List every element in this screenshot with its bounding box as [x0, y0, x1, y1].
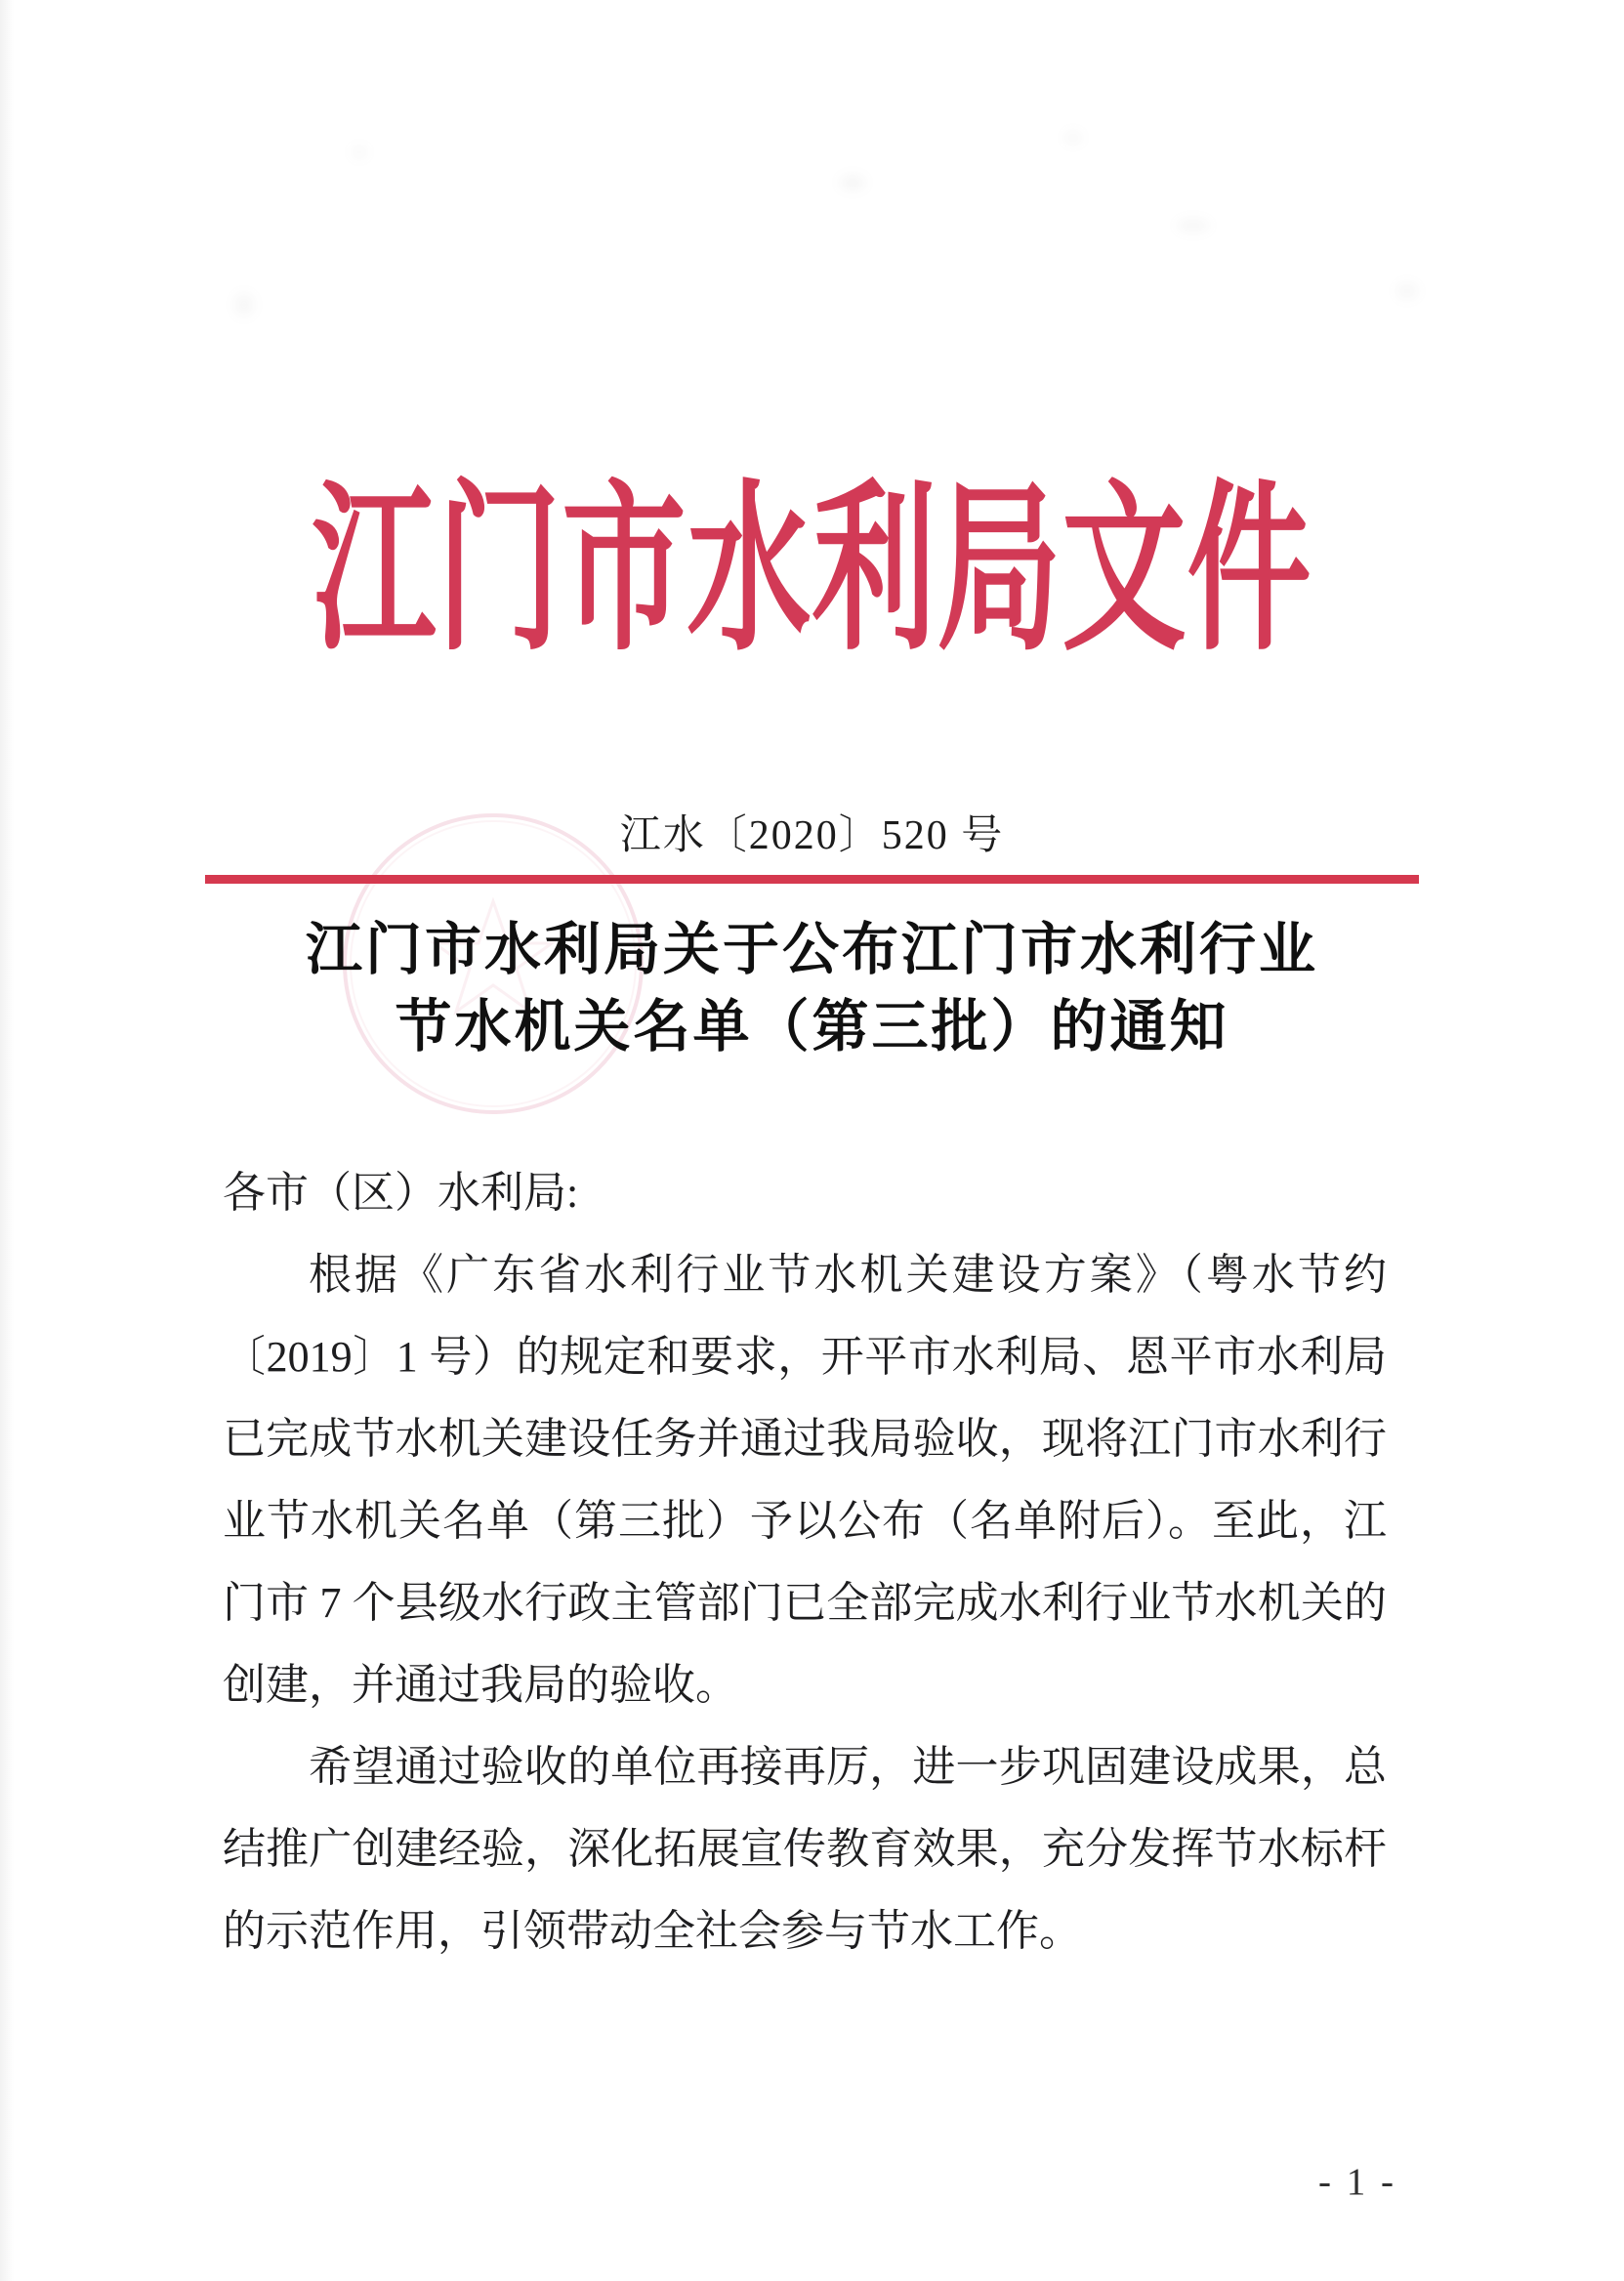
page-number: - 1 - [1318, 2161, 1396, 2203]
salutation-line: 各市（区）水利局: [223, 1169, 579, 1217]
scan-noise [234, 293, 254, 316]
body-line: 门市 7 个县级水行政主管部门已全部完成水利行业节水机关的 [223, 1579, 1387, 1627]
body-line: 创建，并通过我局的验收。 [223, 1661, 738, 1709]
red-divider-rule [205, 875, 1419, 884]
doc-number: 江水〔2020〕520 号 [619, 813, 1005, 858]
document-title-line-2: 节水机关名单（第三批）的通知 [395, 995, 1229, 1058]
document-title [0, 911, 1624, 1065]
body-line: 希望通过验收的单位再接再厉，进一步巩固建设成果，总 [309, 1743, 1387, 1791]
document-title-line-1: 江门市水利局关于公布江门市水利行业 [305, 918, 1318, 981]
body-line: 〔2019〕1 号）的规定和要求，开平市水利局、恩平市水利局 [223, 1333, 1387, 1381]
body-line: 结推广创建经验，深化拓展宣传教育效果，充分发挥节水标杆 [223, 1825, 1387, 1873]
body-line: 的示范作用，引领带动全社会参与节水工作。 [223, 1907, 1082, 1955]
scan-noise [352, 146, 367, 158]
agency-banner [0, 457, 1624, 687]
scan-noise [1396, 283, 1418, 299]
body-line: 已完成节水机关建设任务并通过我局验收，现将江门市水利行 [223, 1415, 1387, 1463]
scan-noise [1177, 220, 1210, 231]
body-line: 业节水机关名单（第三批）予以公布（名单附后）。至此，江 [223, 1497, 1387, 1545]
scan-edge-shadow [0, 0, 14, 2281]
scan-noise [1064, 132, 1082, 144]
agency-banner-text: 江门市水利局文件 [312, 471, 1312, 673]
document-body [223, 1152, 1387, 1972]
scan-noise [840, 176, 865, 189]
body-line: 根据《广东省水利行业节水机关建设方案》（粤水节约 [309, 1251, 1387, 1299]
